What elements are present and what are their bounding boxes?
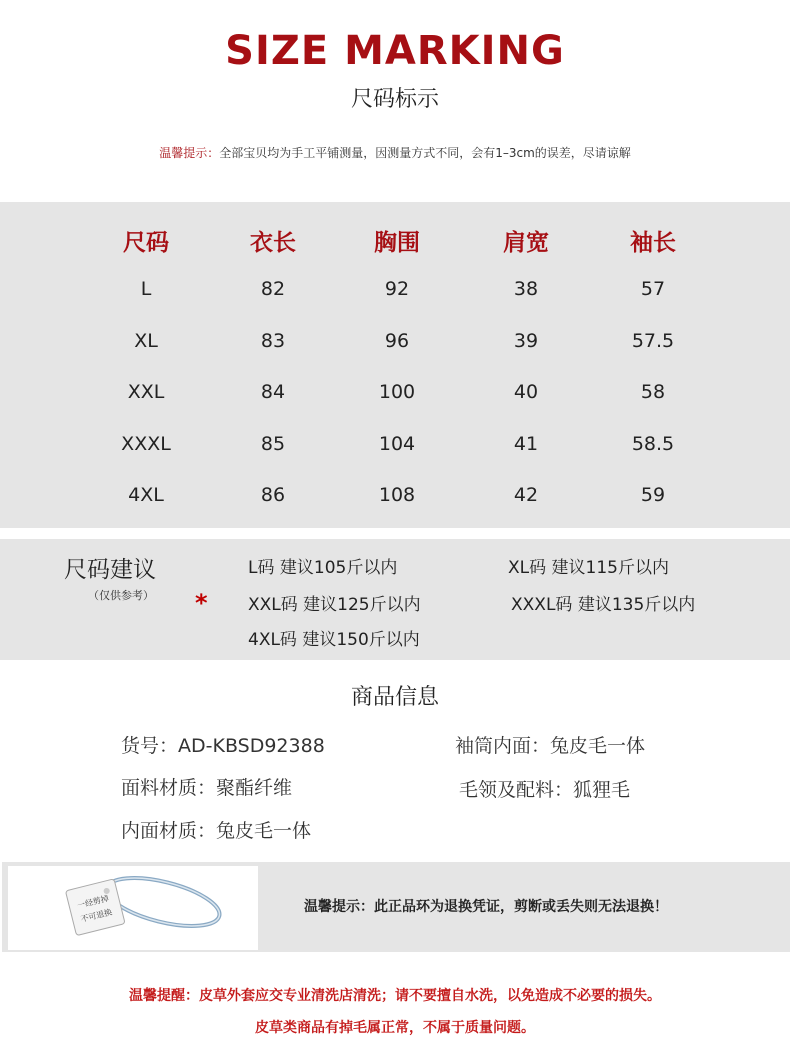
care-warning-line1: 温馨提醒：皮草外套应交专业清洗店清洗；请不要擅自水洗，以免造成不必要的损失。 xyxy=(129,988,661,1004)
table-cell: 108 xyxy=(378,484,416,506)
suggestion-subtitle: （仅供参考） xyxy=(88,589,154,602)
table-cell: 42 xyxy=(513,484,539,506)
care-warning-line2: 皮草类商品有掉毛属正常，不属于质量问题。 xyxy=(255,1020,535,1036)
size-table xyxy=(0,202,790,528)
tag-text-line1: 一经剪掉 xyxy=(76,893,110,911)
suggestion-item: XXXL码 建议135斤以内 xyxy=(511,595,696,615)
table-cell: 83 xyxy=(260,330,286,352)
suggestion-item: L码 建议105斤以内 xyxy=(248,558,398,578)
table-cell: 39 xyxy=(513,330,539,352)
table-cell: XXL xyxy=(127,381,165,403)
table-cell: L xyxy=(140,278,152,300)
notice-label: 温馨提示： xyxy=(159,146,220,160)
table-cell: 38 xyxy=(513,278,539,300)
page-title-en: SIZE MARKING xyxy=(225,28,565,74)
table-cell: 59 xyxy=(640,484,666,506)
tag-notice-panel xyxy=(2,862,790,952)
table-cell: 41 xyxy=(513,433,539,455)
asterisk-mark: * xyxy=(195,589,208,617)
measurement-notice xyxy=(0,144,790,161)
product-info-title: 商品信息 xyxy=(350,685,439,710)
info-item-collar: 毛领及配料：狐狸毛 xyxy=(459,779,631,801)
table-cell: 85 xyxy=(260,433,286,455)
suggestion-item: XXL码 建议125斤以内 xyxy=(248,595,421,615)
header-length: 衣长 xyxy=(250,230,296,256)
table-cell: 96 xyxy=(384,330,410,352)
info-item-lining: 内面材质：兔皮毛一体 xyxy=(121,820,312,842)
info-item-sku: 货号：AD-KBSD92388 xyxy=(121,735,325,757)
suggestion-item: XL码 建议115斤以内 xyxy=(508,558,669,578)
size-suggestion-panel xyxy=(0,539,790,660)
table-cell: 86 xyxy=(260,484,286,506)
table-cell: 57.5 xyxy=(631,330,675,352)
table-cell: 58 xyxy=(640,381,666,403)
table-cell: 82 xyxy=(260,278,286,300)
table-cell: XXXL xyxy=(121,433,171,455)
tag-image xyxy=(8,866,258,950)
table-cell: XL xyxy=(134,330,158,352)
suggestion-title: 尺码建议 xyxy=(64,557,156,583)
header-chest: 胸围 xyxy=(374,230,420,256)
header-shoulder: 肩宽 xyxy=(503,230,549,256)
table-cell: 57 xyxy=(640,278,666,300)
header-sleeve: 袖长 xyxy=(630,230,676,256)
notice-text: 全部宝贝均为手工平铺测量，因测量方式不同，会有1–3cm的误差，尽请谅解 xyxy=(219,146,631,160)
security-tag-icon xyxy=(8,866,258,950)
info-item-fabric: 面料材质：聚酯纤维 xyxy=(121,777,293,799)
suggestion-item: 4XL码 建议150斤以内 xyxy=(248,630,420,650)
tag-notice-text: 温馨提示：此正品环为退换凭证，剪断或丢失则无法退换！ xyxy=(304,899,668,915)
table-cell: 100 xyxy=(378,381,416,403)
table-cell: 4XL xyxy=(128,484,164,506)
info-item-sleeve-lining: 袖筒内面：兔皮毛一体 xyxy=(455,735,646,757)
table-cell: 40 xyxy=(513,381,539,403)
tag-text-line2: 不可退换 xyxy=(79,907,113,924)
table-cell: 92 xyxy=(384,278,410,300)
header-size: 尺码 xyxy=(123,230,169,256)
table-cell: 104 xyxy=(378,433,416,455)
page-title-cn: 尺码标示 xyxy=(350,87,439,112)
table-cell: 58.5 xyxy=(631,433,675,455)
table-cell: 84 xyxy=(260,381,286,403)
